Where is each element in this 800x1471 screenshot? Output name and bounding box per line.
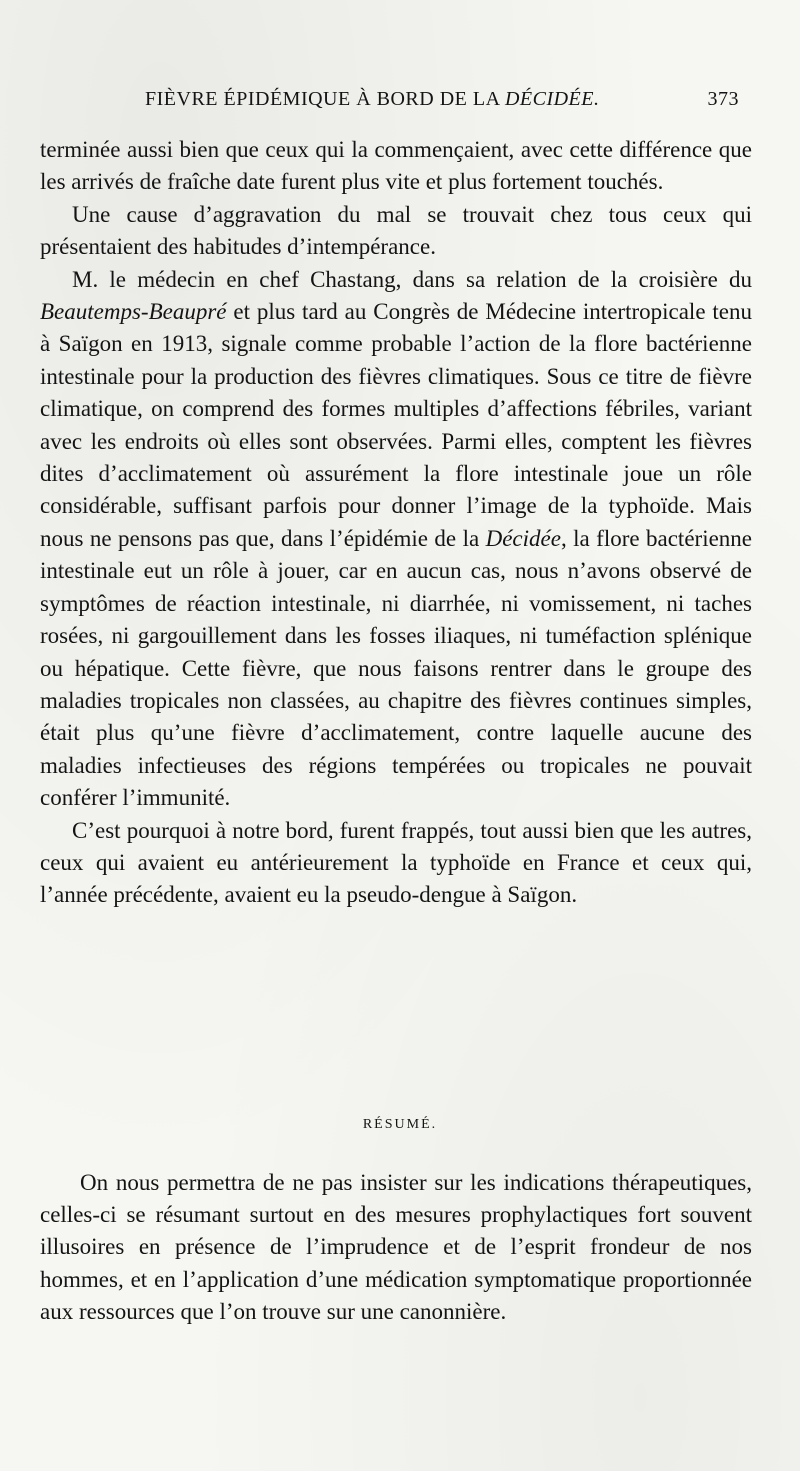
paragraph-chastang-part3: , la flore bactérienne intestinale eut un rôle à jouer, car en aucun cas, nous n’avons observé de symptômes de réaction intestinale, ni diarrhée, ni vomissement, ni taches rosées, ni gargouillement dans les fosses iliaques, ni tuméfaction splénique ou hépatique. Cette fièvre, que nous faisons rentrer dans le groupe des maladies tropicales non classées, au chapitre des fièvres continues simples, était plus qu’une fièvre d’acclimatement, contre laquelle aucune des maladies infectieuses des régions tempérées ou tropicales ne pouvait conférer l’immunité. — [40, 525, 753, 811]
ship-name-decidee: Décidée — [485, 525, 561, 551]
paragraph-chastang — [40, 264, 752, 815]
paragraph-conclusion: C’est pourquoi à notre bord, furent frappés, tout aussi bien que les autres, ceux qui avaient eu antérieurement la typhoïde en France et ceux qui, l’année précédente, avaient eu la pseudo-dengue à Saïgon. — [40, 817, 752, 908]
paragraph-summary: On nous permettra de ne pas insister sur les indications thérapeutiques, celles-ci se résumant surtout en des mesures prophylactiques fort souvent illusoires en présence de l’imprudence et de l’esprit frondeur de nos hommes, et en l’application d’une médication symptomatique proportionnée aux ressources que l’on trouve sur une canonnière. — [40, 1170, 752, 1324]
paragraph-chastang-part2: et plus tard au Congrès de Médecine intertropicale tenu à Saïgon en 1913, signale comme probable l’action de la flore bactérienne intestinale pour la production des fièvres climatiques. Sous ce titre de fièvre climatique, on comprend des formes multiples d’affections fébriles, variant avec les endroits où elles sont observées. Parmi elles, comptent les fièvres dites d’acclimatement où assurément la flore intestinale joue un rôle considérable, suffisant parfois pour donner l’image de la typhoïde. Mais nous ne pensons pas que, dans l’épidémie de la — [40, 299, 752, 551]
paragraph-chastang-part1: M. le médecin en chef Chastang, dans sa relation de la croisière du — [72, 266, 752, 292]
section-heading-resume: RÉSUMÉ. — [362, 1117, 438, 1132]
page-number: 373 — [707, 88, 739, 110]
summary-text — [40, 1167, 752, 1328]
page-header — [145, 88, 745, 118]
main-text — [40, 134, 752, 912]
running-title-ship-name: DÉCIDÉE. — [504, 88, 600, 110]
running-title-prefix: FIÈVRE ÉPIDÉMIQUE À BORD DE LA — [145, 88, 505, 110]
paragraph-intemperance: Une cause d’aggravation du mal se trouvait chez tous ceux qui présentaient des habitudes d’intempérance. — [40, 201, 752, 260]
ship-name-beautemps-beaupre: Beautemps-Beaupré — [40, 299, 227, 325]
running-title — [145, 88, 599, 111]
paragraph-continuation: terminée aussi bien que ceux qui la commençaient, avec cette différence que les arrivés de fraîche date furent plus vite et plus fortement touchés. — [40, 137, 752, 195]
